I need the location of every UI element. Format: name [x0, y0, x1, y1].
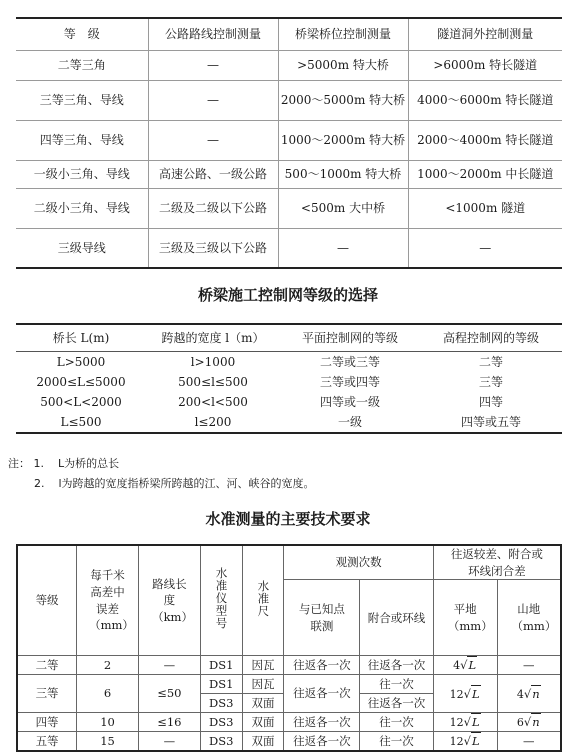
leveling-requirements-title: 水准测量的主要技术要求 [205, 510, 371, 528]
header-cell [242, 545, 284, 656]
header-cell: 观测次数 [284, 545, 433, 580]
header-cell: 公路路线控制测量 [148, 18, 278, 50]
table-row [16, 120, 562, 160]
table-cell: 10 [77, 713, 139, 732]
note-number: 1. [33, 457, 44, 470]
formula-radicand: L [471, 715, 480, 730]
header-text: 水准仪型号 [214, 567, 229, 630]
table-row [16, 160, 562, 188]
table-row [16, 372, 562, 392]
table-cell: 2000～4000m 特长隧道 [408, 120, 562, 160]
table-cell [497, 713, 561, 732]
table-cell [433, 732, 497, 751]
table-row [17, 713, 561, 732]
header-cell [433, 580, 497, 656]
header-text: 山地（mm） [511, 602, 557, 633]
table-cell: — [148, 80, 278, 120]
table-cell: L≤500 [60, 414, 102, 429]
table-cell: <500m 大中桥 [278, 188, 408, 228]
table-cell: 三级导线 [16, 228, 148, 268]
table-cell [433, 675, 497, 713]
table-cell: 500～1000m 特大桥 [278, 160, 408, 188]
table-cell: 二等三角 [16, 50, 148, 80]
formula-coefficient: 4 [516, 687, 524, 701]
table-cell: 四等三角、导线 [16, 120, 148, 160]
header-cell: 桥长 L(m) [16, 324, 146, 352]
table-cell: 双面 [242, 732, 284, 751]
leveling-requirements-table [16, 544, 562, 752]
formula-radicand: n [532, 715, 540, 730]
note-text: l为跨越的宽度指桥梁所跨越的江、河、峡谷的宽度。 [58, 477, 315, 490]
table-cell: DS1 [200, 656, 242, 675]
table-cell: ≤50 [138, 675, 200, 713]
formula-coefficient: 12 [449, 687, 464, 701]
header-text: 每千米高差中误差（mm） [89, 568, 134, 633]
table-cell: 三等 [17, 675, 77, 713]
table-cell: DS3 [200, 694, 242, 713]
bridge-control-network-table [16, 323, 562, 434]
header-text: 水准尺 [256, 579, 271, 618]
table-row [16, 50, 562, 80]
table-cell: — [138, 656, 200, 675]
formula-radicand: L [471, 686, 480, 701]
table-cell: 四等或一级 [319, 394, 380, 409]
formula-radicand: n [532, 686, 540, 701]
table-cell [433, 656, 497, 675]
table-cell: 三等或四等 [319, 374, 380, 389]
table-cell: 往一次 [360, 732, 434, 751]
note-text: L为桥的总长 [58, 457, 120, 470]
bridge-control-network-title: 桥梁施工控制网等级的选择 [197, 286, 378, 304]
header-cell [433, 545, 561, 580]
table-cell [433, 713, 497, 732]
table-cell: 三级及三级以下公路 [148, 228, 278, 268]
header-cell [138, 545, 200, 656]
table-header-row [17, 545, 561, 580]
table-row [16, 392, 562, 412]
header-cell [497, 580, 561, 656]
table-cell: 1000～2000m 中长隧道 [408, 160, 562, 188]
table-header-row [16, 18, 562, 50]
control-measurement-grade-table [16, 17, 562, 269]
table-cell: DS3 [200, 713, 242, 732]
table-cell: 2 [77, 656, 139, 675]
header-cell: 隧道洞外控制测量 [408, 18, 562, 50]
header-text: 往返较差、附合或环线闭合差 [450, 547, 543, 578]
table-cell: 四等或五等 [460, 414, 521, 429]
table-row [16, 80, 562, 120]
table-cell: 500<L<2000 [40, 394, 122, 409]
table-row [17, 675, 561, 694]
formula-coefficient: 12 [449, 716, 464, 730]
table-cell: 因瓦 [242, 675, 284, 694]
table-cell: 四等 [478, 394, 503, 409]
table-notes [8, 454, 315, 494]
note-2 [8, 474, 315, 494]
table-cell: 一级小三角、导线 [16, 160, 148, 188]
table-cell: 往返各一次 [360, 694, 434, 713]
table-cell: 1000～2000m 特大桥 [278, 120, 408, 160]
table-cell: 因瓦 [242, 656, 284, 675]
table-row [16, 352, 562, 373]
table-cell: 二等或三等 [319, 354, 380, 369]
table-row [16, 228, 562, 268]
table-cell: 200<l<500 [178, 394, 248, 409]
table-row [16, 188, 562, 228]
table-cell: 二级及二级以下公路 [148, 188, 278, 228]
table-cell: DS3 [200, 732, 242, 751]
table-cell: 三等 [478, 374, 503, 389]
formula-coefficient: 6 [516, 716, 524, 730]
note-number: 2. [34, 477, 45, 490]
table-cell: 双面 [242, 713, 284, 732]
table-cell: >5000m 特大桥 [278, 50, 408, 80]
table-cell: <1000m 隧道 [408, 188, 562, 228]
table-cell: 往返各一次 [284, 732, 360, 751]
sqrt-formula: 12√L [449, 686, 480, 701]
table-cell: 四等 [17, 713, 77, 732]
table-cell: 4000～6000m 特长隧道 [408, 80, 562, 120]
table-cell: 15 [77, 732, 139, 751]
table-cell: >6000m 特长隧道 [408, 50, 562, 80]
table-cell: — [497, 656, 561, 675]
header-cell: 跨越的宽度 l（m） [146, 324, 280, 352]
table-row [16, 412, 562, 433]
formula-coefficient: 12 [449, 735, 464, 749]
header-cell: 等级 [17, 545, 77, 656]
table-cell: 往返各一次 [284, 675, 360, 713]
table-cell: 二等 [478, 354, 503, 369]
header-cell: 附合或环线 [360, 580, 434, 656]
table-cell: — [148, 120, 278, 160]
table-row [17, 732, 561, 751]
formula-radicand: L [471, 734, 480, 749]
header-cell: 桥梁桥位控制测量 [278, 18, 408, 50]
header-text: 平地（mm） [447, 602, 493, 633]
table-cell: 500≤l≤500 [178, 374, 248, 389]
table-cell: ≤16 [138, 713, 200, 732]
table-cell: DS1 [200, 675, 242, 694]
sqrt-formula: 4√n [516, 686, 540, 701]
table-cell: l>1000 [190, 354, 236, 369]
table-cell: 往返各一次 [360, 656, 434, 675]
table-cell: 2000～5000m 特大桥 [278, 80, 408, 120]
table-cell: 往返各一次 [284, 656, 360, 675]
header-cell [77, 545, 139, 656]
table-cell: 往返各一次 [284, 713, 360, 732]
table-cell: l≤200 [194, 414, 232, 429]
table-cell: 双面 [242, 694, 284, 713]
table-cell: 一级 [337, 414, 362, 429]
header-text: 路线长度（km） [152, 576, 193, 624]
sqrt-formula: 12√L [449, 734, 480, 749]
table-cell: 高速公路、一级公路 [148, 160, 278, 188]
header-cell: 平面控制网的等级 [280, 324, 420, 352]
formula-radicand: L [468, 658, 477, 673]
table-cell: — [148, 50, 278, 80]
sqrt-formula: 4√L [453, 658, 477, 673]
note-prefix: 注： [8, 457, 30, 470]
table-cell: 2000≤L≤5000 [36, 374, 126, 389]
header-cell [200, 545, 242, 656]
table-cell: — [138, 732, 200, 751]
table-cell: — [497, 732, 561, 751]
header-text: 与已知点联测 [298, 602, 345, 633]
table-cell: — [408, 228, 562, 268]
table-cell: 五等 [17, 732, 77, 751]
table-cell: 往一次 [360, 675, 434, 694]
note-1 [8, 454, 315, 474]
table-header-row [16, 324, 562, 352]
header-cell [284, 580, 360, 656]
table-cell: 6 [77, 675, 139, 713]
formula-coefficient: 4 [453, 659, 461, 673]
table-cell: — [278, 228, 408, 268]
sqrt-formula: 6√n [516, 715, 540, 730]
table-cell: L>5000 [56, 354, 106, 369]
header-cell: 高程控制网的等级 [420, 324, 562, 352]
table-cell [497, 675, 561, 713]
header-cell: 等 级 [16, 18, 148, 50]
sqrt-formula: 12√L [449, 715, 480, 730]
table-cell: 往一次 [360, 713, 434, 732]
table-row [17, 656, 561, 675]
table-cell: 二等 [17, 656, 77, 675]
table-cell: 二级小三角、导线 [16, 188, 148, 228]
table-cell: 三等三角、导线 [16, 80, 148, 120]
